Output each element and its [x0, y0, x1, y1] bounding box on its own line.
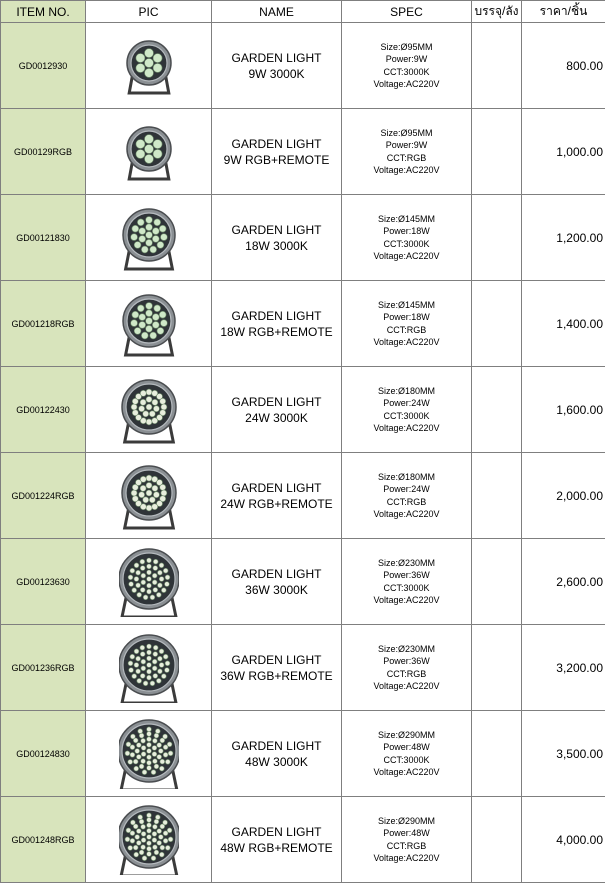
product-name [212, 625, 342, 711]
garden-light-photo [119, 289, 179, 359]
product-spec [342, 281, 472, 367]
pack-per-carton [472, 109, 522, 195]
spec-voltage: Voltage:AC220V [342, 250, 471, 263]
table-row [1, 797, 605, 883]
item-number: GD00124830 [1, 711, 86, 797]
product-name-line2: 18W 3000K [212, 238, 341, 254]
garden-light-photo [119, 461, 179, 531]
spec-power: Power:9W [342, 53, 471, 66]
product-picture [86, 625, 212, 711]
spec-size: Size:Ø230MM [342, 557, 471, 570]
item-number: GD001218RGB [1, 281, 86, 367]
table-row [1, 23, 605, 109]
spec-power: Power:24W [342, 397, 471, 410]
header-spec: SPEC [342, 1, 472, 23]
garden-light-photo [119, 805, 179, 875]
product-name-line2: 9W 3000K [212, 66, 341, 82]
table-row [1, 367, 605, 453]
pack-per-carton [472, 539, 522, 625]
table-row [1, 539, 605, 625]
table-row [1, 281, 605, 367]
table-row [1, 711, 605, 797]
spec-voltage: Voltage:AC220V [342, 422, 471, 435]
spec-cct: CCT:RGB [342, 496, 471, 509]
product-picture [86, 281, 212, 367]
product-picture [86, 711, 212, 797]
product-name [212, 281, 342, 367]
spec-voltage: Voltage:AC220V [342, 852, 471, 865]
pack-per-carton [472, 453, 522, 539]
pack-per-carton [472, 281, 522, 367]
item-number: GD00121830 [1, 195, 86, 281]
pack-per-carton [472, 797, 522, 883]
pack-per-carton [472, 367, 522, 453]
table-row [1, 625, 605, 711]
product-name [212, 797, 342, 883]
unit-price: 4,000.00 [522, 797, 605, 883]
product-name-line1: GARDEN LIGHT [212, 566, 341, 582]
product-name-line1: GARDEN LIGHT [212, 50, 341, 66]
spec-power: Power:48W [342, 741, 471, 754]
product-spec [342, 23, 472, 109]
product-picture [86, 367, 212, 453]
product-picture [86, 109, 212, 195]
header-row [1, 1, 605, 23]
spec-voltage: Voltage:AC220V [342, 766, 471, 779]
product-name-line1: GARDEN LIGHT [212, 136, 341, 152]
spec-voltage: Voltage:AC220V [342, 508, 471, 521]
spec-voltage: Voltage:AC220V [342, 164, 471, 177]
spec-power: Power:36W [342, 655, 471, 668]
garden-light-photo [119, 633, 179, 703]
product-name-line2: 48W 3000K [212, 754, 341, 770]
product-picture [86, 23, 212, 109]
product-name-line1: GARDEN LIGHT [212, 652, 341, 668]
spec-size: Size:Ø145MM [342, 299, 471, 312]
product-name [212, 195, 342, 281]
table-row [1, 109, 605, 195]
spec-power: Power:18W [342, 311, 471, 324]
item-number: GD001224RGB [1, 453, 86, 539]
product-name-line2: 24W RGB+REMOTE [212, 496, 341, 512]
spec-cct: CCT:RGB [342, 324, 471, 337]
product-name-line2: 9W RGB+REMOTE [212, 152, 341, 168]
product-name-line2: 18W RGB+REMOTE [212, 324, 341, 340]
product-name-line2: 24W 3000K [212, 410, 341, 426]
pack-per-carton [472, 23, 522, 109]
product-name-line2: 48W RGB+REMOTE [212, 840, 341, 856]
spec-voltage: Voltage:AC220V [342, 680, 471, 693]
spec-voltage: Voltage:AC220V [342, 594, 471, 607]
unit-price: 800.00 [522, 23, 605, 109]
spec-cct: CCT:3000K [342, 66, 471, 79]
product-name-line1: GARDEN LIGHT [212, 222, 341, 238]
product-name [212, 453, 342, 539]
product-name [212, 539, 342, 625]
item-number: GD001248RGB [1, 797, 86, 883]
product-name-line1: GARDEN LIGHT [212, 824, 341, 840]
spec-power: Power:24W [342, 483, 471, 496]
product-name-line2: 36W RGB+REMOTE [212, 668, 341, 684]
product-spec [342, 625, 472, 711]
product-spec [342, 797, 472, 883]
spec-size: Size:Ø145MM [342, 213, 471, 226]
product-spec [342, 539, 472, 625]
unit-price: 2,000.00 [522, 453, 605, 539]
item-number: GD00122430 [1, 367, 86, 453]
product-name-line1: GARDEN LIGHT [212, 480, 341, 496]
spec-cct: CCT:3000K [342, 582, 471, 595]
garden-light-photo [119, 31, 179, 101]
spec-size: Size:Ø95MM [342, 127, 471, 140]
unit-price: 1,400.00 [522, 281, 605, 367]
spec-cct: CCT:RGB [342, 668, 471, 681]
unit-price: 2,600.00 [522, 539, 605, 625]
product-picture [86, 797, 212, 883]
product-picture [86, 539, 212, 625]
product-name [212, 109, 342, 195]
header-item-no: ITEM NO. [1, 1, 86, 23]
header-price: ราคา/ชิ้น [522, 1, 605, 23]
spec-size: Size:Ø290MM [342, 815, 471, 828]
pack-per-carton [472, 711, 522, 797]
spec-cct: CCT:3000K [342, 238, 471, 251]
product-name [212, 367, 342, 453]
unit-price: 1,600.00 [522, 367, 605, 453]
spec-power: Power:36W [342, 569, 471, 582]
product-name-line1: GARDEN LIGHT [212, 394, 341, 410]
spec-power: Power:9W [342, 139, 471, 152]
spec-cct: CCT:RGB [342, 840, 471, 853]
product-spec [342, 367, 472, 453]
garden-light-photo [119, 719, 179, 789]
garden-light-photo [119, 375, 179, 445]
item-number: GD00129RGB [1, 109, 86, 195]
product-name [212, 23, 342, 109]
table-row [1, 453, 605, 539]
spec-voltage: Voltage:AC220V [342, 78, 471, 91]
spec-size: Size:Ø230MM [342, 643, 471, 656]
spec-size: Size:Ø95MM [342, 41, 471, 54]
garden-light-photo [119, 117, 179, 187]
spec-size: Size:Ø180MM [342, 471, 471, 484]
spec-voltage: Voltage:AC220V [342, 336, 471, 349]
pack-per-carton [472, 625, 522, 711]
product-picture [86, 195, 212, 281]
product-name-line2: 36W 3000K [212, 582, 341, 598]
item-number: GD00123630 [1, 539, 86, 625]
unit-price: 3,200.00 [522, 625, 605, 711]
unit-price: 1,000.00 [522, 109, 605, 195]
product-name-line1: GARDEN LIGHT [212, 308, 341, 324]
spec-cct: CCT:RGB [342, 152, 471, 165]
product-spec [342, 711, 472, 797]
product-spec [342, 453, 472, 539]
spec-cct: CCT:3000K [342, 754, 471, 767]
spec-size: Size:Ø290MM [342, 729, 471, 742]
table-row [1, 195, 605, 281]
item-number: GD0012930 [1, 23, 86, 109]
product-name-line1: GARDEN LIGHT [212, 738, 341, 754]
pack-per-carton [472, 195, 522, 281]
header-pic: PIC [86, 1, 212, 23]
product-picture [86, 453, 212, 539]
item-number: GD001236RGB [1, 625, 86, 711]
unit-price: 3,500.00 [522, 711, 605, 797]
product-spec [342, 109, 472, 195]
garden-light-photo [119, 547, 179, 617]
unit-price: 1,200.00 [522, 195, 605, 281]
spec-cct: CCT:3000K [342, 410, 471, 423]
spec-power: Power:18W [342, 225, 471, 238]
header-pack: บรรจุ/ลัง [472, 1, 522, 23]
product-spec [342, 195, 472, 281]
spec-size: Size:Ø180MM [342, 385, 471, 398]
garden-light-photo [119, 203, 179, 273]
product-name [212, 711, 342, 797]
header-name: NAME [212, 1, 342, 23]
spec-power: Power:48W [342, 827, 471, 840]
